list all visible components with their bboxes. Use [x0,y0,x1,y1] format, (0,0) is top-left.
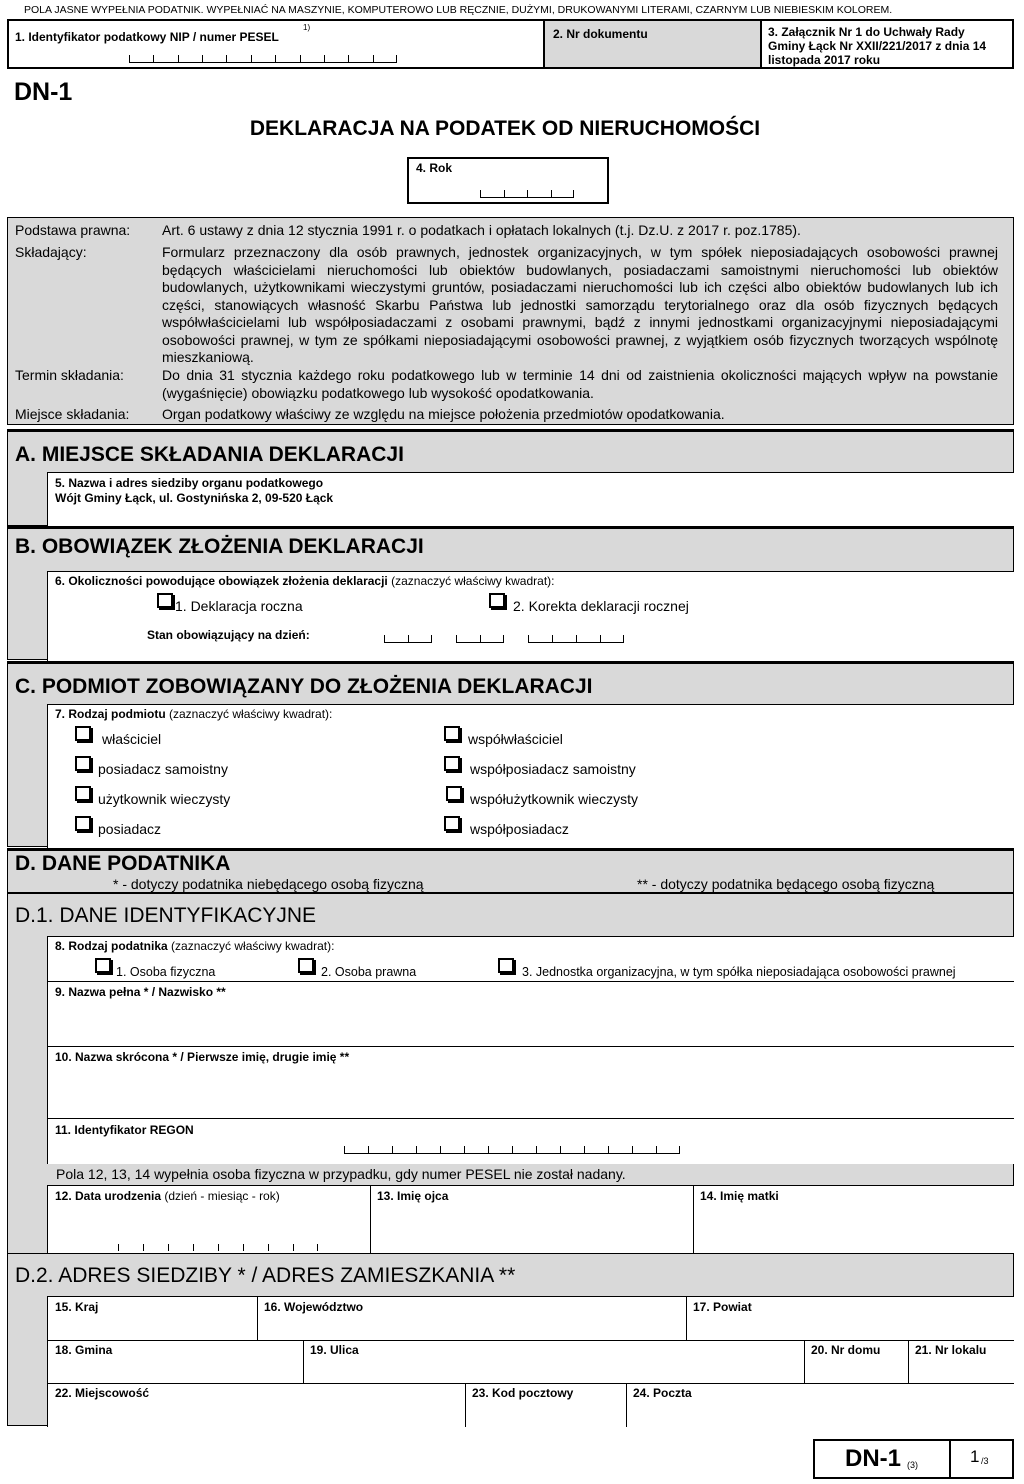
obligation-label-row [55,574,554,588]
footer-code-box [813,1439,1014,1479]
page-total: /3 [981,1456,989,1466]
attachment-text: 3. Załącznik Nr 1 do Uchwały Rady Gminy Łąck Nr XXII/221/2017 z dnia 14 listopada 2017 roku [768,25,987,67]
street-label: 19. Ulica [310,1343,359,1357]
top-note: POLA JASNE WYPEŁNIA PODATNIK. WYPEŁNIAĆ NA MASZYNIE, KOMPUTEROWO LUB RĘCZNIE, DUŻYMI, DRUKOWANYMI LITERAMI, CZARNYM LUB NIEBIESKIM KOLOREM. [24,4,893,16]
tax-office-label: 5. Nazwa i adres siedziby organu podatkowego [55,476,324,490]
state-date-label: Stan obowiązujący na dzień: [147,628,310,642]
wspoluzytkownik-wieczysty-label: współużytkownik wieczysty [470,791,639,807]
post-office-field[interactable] [626,1383,1014,1427]
footer-code-sub: (3) [907,1460,918,1470]
short-name-field[interactable] [48,1046,1014,1119]
footer-code: DN-1 [845,1445,902,1472]
posiadacz-label: posiadacz [98,821,162,837]
wlasciciel-label: właściciel [102,731,162,747]
section-d-title: D. DANE PODATNIKA [15,852,231,875]
municipality-field[interactable] [48,1340,304,1384]
regon-label: 11. Identyfikator REGON [55,1123,194,1137]
skladajacy-label: Składający: [15,244,87,260]
taxpayer-type-hint: (zaznaczyć właściwy kwadrat): [171,939,335,953]
subject-label-row [55,707,332,721]
father-name-field[interactable] [370,1186,694,1254]
subject-label: 7. Rodzaj podmiotu [55,707,166,721]
apartment-number-label: 21. Nr lokalu [915,1343,987,1357]
note-natural-person: ** - dotyczy podatnika będącego osobą fizyczną [637,876,935,892]
section-d2-title: D.2. ADRES SIEDZIBY * / ADRES ZAMIESZKANIA ** [15,1264,516,1287]
info-block [7,217,1014,425]
county-label: 17. Powiat [693,1300,752,1314]
annual-label: 1. Deklaracja roczna [175,598,303,614]
nip-pesel-label: 1. Identyfikator podatkowy NIP / numer PESEL [15,30,279,44]
note-non-natural-person: * - dotyczy podatnika niebędącego osobą fizyczną [113,876,424,892]
document-number-label: 2. Nr dokumentu [553,27,648,41]
checkbox-posiadacz-samoistny[interactable] [75,756,91,771]
municipality-label: 18. Gmina [55,1343,113,1357]
wspolwlasciciel-label: współwłaściciel [468,731,563,747]
house-number-label: 20. Nr domu [811,1343,881,1357]
full-name-field[interactable] [48,981,1014,1046]
checkbox-wspolwlasciciel[interactable] [444,726,460,741]
checkbox-correction[interactable] [489,593,505,608]
form-title: DEKLARACJA NA PODATEK OD NIERUCHOMOŚCI [249,117,761,140]
pesel-digit-boxes [129,55,397,63]
country-label: 15. Kraj [55,1300,99,1314]
posiadacz-samoistny-label: posiadacz samoistny [98,761,228,777]
form-code: DN-1 [14,78,73,106]
tax-office-field [47,472,1014,527]
birth-date-label-row [55,1189,280,1203]
checkbox-jednostka[interactable] [498,958,514,973]
nip-pesel-field[interactable] [7,19,545,69]
year-label: 4. Rok [416,161,453,175]
street-field[interactable] [303,1340,805,1384]
postal-code-label: 23. Kod pocztowy [472,1386,574,1400]
county-field[interactable] [686,1297,1014,1341]
mother-name-label: 14. Imię matki [700,1189,779,1203]
termin-text: Do dnia 31 stycznia każdego roku podatkowego lub w terminie 14 dni od zaistnienia okoliczności mających wpływ na powstanie (wygaśnięcie) obowiązku podatkowego lub wysokość opodatkowania. [162,367,998,401]
post-office-label: 24. Poczta [633,1386,692,1400]
year-field[interactable] [407,157,609,204]
father-name-label: 13. Imię ojca [377,1189,449,1203]
subject-field [47,704,1014,848]
termin-label: Termin składania: [15,367,124,383]
page-number: 1 [970,1447,980,1466]
section-c [7,661,1014,847]
birth-details [47,1185,1014,1254]
mother-name-field[interactable] [693,1186,1014,1254]
section-d1-title: D.1. DANE IDENTYFIKACYJNE [15,904,317,927]
checkbox-osoba-prawna[interactable] [298,958,314,973]
year-digit-boxes [480,190,574,198]
section-b-title: B. OBOWIĄZEK ZŁOŻENIA DEKLARACJI [15,535,424,558]
footer-code-cell [815,1441,951,1477]
uzytkownik-wieczysty-label: użytkownik wieczysty [98,791,231,807]
jednostka-label: 3. Jednostka organizacyjna, w tym spółka nieposiadająca osobowości prawnej [522,965,956,979]
postal-code-field[interactable] [465,1383,627,1427]
checkbox-wspoluzytkownik-wieczysty[interactable] [446,786,462,801]
footnote-marker: 1) [303,23,311,32]
voivodeship-field[interactable] [257,1297,687,1341]
state-year-boxes[interactable] [528,635,624,643]
birth-date-boxes [118,1244,318,1251]
attachment-info [760,19,1014,69]
d2-divider [7,1253,1014,1254]
country-field[interactable] [48,1297,258,1341]
section-c-title: C. PODMIOT ZOBOWIĄZANY DO ZŁOŻENIA DEKLARACJI [15,675,593,698]
miejsce-label: Miejsce składania: [15,406,130,422]
d1-fields [47,936,1014,1164]
house-number-field[interactable] [804,1340,909,1384]
city-label: 22. Miejscowość [55,1386,150,1400]
checkbox-uzytkownik-wieczysty[interactable] [75,786,91,801]
section-b [7,526,1014,660]
voivodeship-label: 16. Województwo [264,1300,364,1314]
checkbox-wspolposiadacz-samoistny[interactable] [444,756,460,771]
address-fields [47,1296,1014,1427]
checkbox-annual[interactable] [157,593,173,608]
obligation-hint: (zaznaczyć właściwy kwadrat): [391,574,555,588]
checkbox-wspolposiadacz[interactable] [444,816,460,831]
state-day-boxes[interactable] [384,635,432,643]
miejsce-text: Organ podatkowy właściwy ze względu na miejsce położenia przedmiotów opodatkowania. [162,406,725,422]
regon-digit-boxes [344,1146,680,1154]
apartment-number-field[interactable] [908,1340,1014,1384]
checkbox-osoba-fizyczna[interactable] [95,958,111,973]
city-field[interactable] [48,1383,466,1427]
obligation-field [47,571,1014,661]
skladajacy-text: Formularz przeznaczony dla osób prawnych, jednostek organizacyjnych, w tym spółek nieposiadających osobowości prawnej będących właścicielami nieruchomości lub obiektów budowlanych, posiadaczami samoistnymi nieruchomości lub obiektów budowlanych, użytkownikami wieczystymi gruntów, posiadaczami nieruchomości lub ich części albo obiektów budowlanych lub ich części, stanowiących własność Skarbu Państwa lub jednostki samorządu terytorialnego oraz dla osób fizycznych będących współwłaścicielami lub współposiadaczami z osobami prawnymi, bądź z innymi jednostkami organizacyjnymi nieposiadającymi osobowości prawnej, w tym ze spółkami nieposiadającymi osobowości prawnej, z wyjątkiem osób fizycznych tworzących wspólnotę mieszkaniową. [162,244,998,365]
obligation-label: 6. Okoliczności powodujące obowiązek złożenia deklaracji [55,574,388,588]
checkbox-posiadacz[interactable] [75,816,91,831]
birth-date-field[interactable] [48,1186,371,1254]
birth-date-hint: (dzień - miesiąc - rok) [164,1189,280,1203]
podstawa-label: Podstawa prawna: [15,222,131,238]
osoba-fizyczna-label: 1. Osoba fizyczna [116,965,216,979]
taxpayer-type-label: 8. Rodzaj podatnika [55,939,168,953]
full-name-label: 9. Nazwa pełna * / Nazwisko ** [55,985,226,999]
subject-hint: (zaznaczyć właściwy kwadrat): [169,707,333,721]
tax-office-value: Wójt Gminy Łąck, ul. Gostynińska 2, 09-520 Łąck [55,491,334,505]
section-a-title: A. MIEJSCE SKŁADANIA DEKLARACJI [15,443,404,466]
taxpayer-type-label-row [55,939,334,953]
regon-field[interactable] [48,1118,1014,1164]
state-month-boxes[interactable] [456,635,504,643]
section-a [7,429,1014,526]
document-number-field [543,19,762,69]
wspolposiadacz-samoistny-label: współposiadacz samoistny [470,761,636,777]
correction-label: 2. Korekta deklaracji rocznej [513,598,689,614]
short-name-label: 10. Nazwa skrócona * / Pierwsze imię, drugie imię ** [55,1050,350,1064]
checkbox-wlasciciel[interactable] [75,726,91,741]
wspolposiadacz-label: współposiadacz [470,821,569,837]
osoba-prawna-label: 2. Osoba prawna [321,965,417,979]
section-d-divider [7,892,1014,894]
podstawa-text: Art. 6 ustawy z dnia 12 stycznia 1991 r. o podatkach i opłatach lokalnych (t.j. Dz.U. z 2017 r. poz.1785). [162,222,801,238]
section-d [7,848,1014,1426]
birth-date-label: 12. Data urodzenia [55,1189,162,1203]
fields-12-14-note: Pola 12, 13, 14 wypełnia osoba fizyczna w przypadku, gdy numer PESEL nie został nadany. [56,1166,626,1182]
